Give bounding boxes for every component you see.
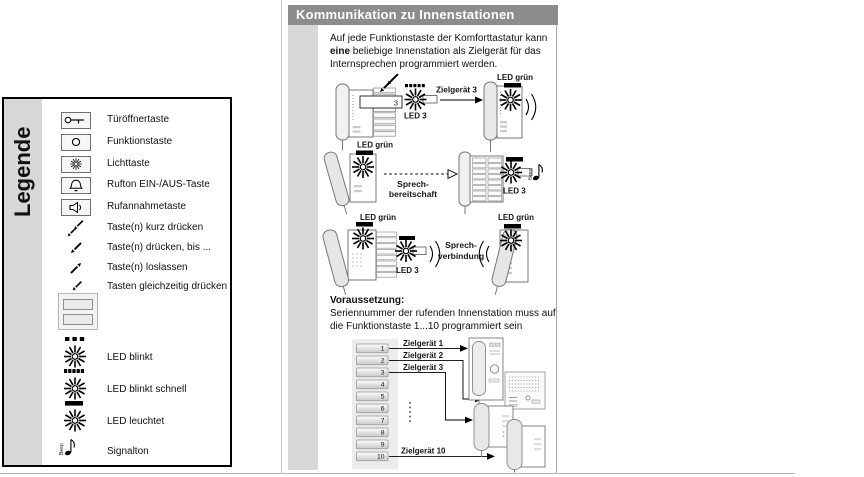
led-on-bar (356, 222, 373, 227)
target-label: Zielgerät 10 (401, 446, 446, 456)
page-divider-line (281, 0, 282, 473)
legend-title: Legende (10, 126, 35, 218)
legend-row (4, 219, 230, 237)
legend-row (4, 111, 230, 129)
target-label: Zielgerät 1 (403, 339, 444, 348)
led-on-bar (399, 236, 415, 240)
comfort-station (459, 152, 503, 214)
led-on-bar (356, 151, 373, 156)
target-device-10 (507, 420, 545, 473)
ringtone-key-icon (54, 176, 98, 194)
svg-text:4: 4 (380, 381, 385, 389)
state-label: bereitschaft (388, 189, 438, 199)
prerequisite-line: die Funktionstaste 1...10 programmiert sein (330, 321, 523, 332)
legend-label: Signalton (107, 446, 149, 457)
led-green-label: LED grün (357, 140, 393, 150)
prerequisite-line: Seriennummer der rufenden Innenstation muss auf (330, 308, 556, 319)
legend-row (4, 176, 230, 194)
led-green-label: LED grün (497, 73, 533, 82)
call-accept-key-icon (54, 198, 98, 216)
legend-label: Funktionstaste (107, 136, 173, 147)
press-short-icon (54, 219, 98, 237)
led-on-icon (63, 401, 91, 433)
legend-label: Lichttaste (107, 158, 150, 169)
state-label: verbindung (437, 251, 485, 261)
target-device-2-speaker (505, 372, 545, 409)
led-blink-icon (63, 337, 91, 369)
intro-line: Internsprechen programmiert werden. (330, 59, 498, 70)
ellipsis-dots (409, 402, 411, 422)
state-label: Sprech- (397, 179, 429, 189)
led-green-label: LED grün (360, 213, 396, 222)
section-header (288, 5, 558, 25)
legend-row (4, 259, 230, 277)
led-blink-fast-icon (63, 369, 91, 401)
arrowhead (487, 453, 495, 460)
legend-label: Taste(n) kurz drücken (107, 222, 204, 233)
led-sun-icon (395, 240, 417, 262)
indoor-station (484, 82, 522, 152)
led3-label: LED 3 (404, 111, 427, 121)
release-icon (54, 259, 98, 277)
mapping-diagram (352, 338, 545, 473)
led-on-bar (504, 83, 521, 88)
legend-row (4, 133, 230, 151)
target-device-1 (469, 338, 503, 407)
legend-row (4, 239, 230, 257)
section-title: Kommunikation zu Innenstationen (296, 7, 515, 22)
legend-label: LED blinkt schnell (107, 384, 187, 395)
svg-text:6: 6 (380, 405, 385, 413)
section-side-strip (288, 25, 318, 470)
diagrams-canvas (320, 70, 558, 473)
arrowhead (460, 345, 468, 352)
legend-label: Rufannahmetaste (107, 201, 186, 212)
ready-arrow (384, 170, 457, 179)
legend-panel (2, 97, 232, 467)
legend-row (4, 155, 230, 173)
legend-row (4, 443, 230, 461)
indoor-station-lifted (489, 228, 528, 296)
intro-paragraph (330, 32, 558, 71)
intro-line: Auf jede Funktionstaste der Komforttastatur kann (330, 33, 548, 44)
press-until-icon (54, 239, 98, 257)
svg-text:9: 9 (380, 441, 385, 449)
legend-row (4, 381, 230, 399)
legend-label: Rufton EIN-/AUS-Taste (107, 179, 210, 190)
pressed-key-3 (360, 96, 402, 108)
svg-text:2: 2 (380, 357, 385, 365)
svg-text:5: 5 (380, 393, 385, 401)
door-opener-key-icon (54, 111, 98, 129)
target-label: Zielgerät 3 (436, 85, 477, 95)
comfort-station-lifted (322, 228, 397, 296)
led3-label: LED 3 (396, 266, 419, 275)
svg-text:3: 3 (380, 369, 385, 377)
legend-row (4, 349, 230, 367)
svg-text:7: 7 (380, 417, 385, 425)
diagram-speech-ready (323, 141, 543, 216)
legend-row (4, 413, 230, 431)
svg-text:10: 10 (376, 453, 385, 461)
prerequisite-title: Voraussetzung: (330, 295, 405, 306)
legend-row (4, 278, 230, 296)
intro-line: eine beliebige Innenstation als Zielgerät für das (330, 46, 541, 57)
arrowhead (465, 417, 473, 424)
target-arrow (440, 96, 483, 103)
svg-text:3: 3 (393, 98, 398, 108)
legend-label: LED blinkt (107, 352, 153, 363)
svg-text:8: 8 (380, 429, 385, 437)
beep-note-icon (57, 432, 81, 460)
target-label: Zielgerät 2 (403, 351, 444, 360)
legend-label: Taste(n) drücken, bis ... (107, 242, 211, 253)
legend-label: Türöffnertaste (107, 114, 170, 125)
light-key-icon (54, 155, 98, 173)
svg-text:1: 1 (380, 345, 385, 353)
sound-waves-icon (526, 94, 536, 120)
beep-label: Beep (528, 168, 534, 180)
diagram-speech-connection (322, 213, 535, 297)
svg-text:Beep: Beep (59, 443, 65, 455)
led-blink-fast-icon (405, 84, 438, 111)
legend-label: Taste(n) loslassen (107, 262, 188, 273)
legend-row (4, 198, 230, 216)
led3-label: LED 3 (503, 186, 526, 196)
state-label: Sprech- (445, 240, 477, 250)
led-green-label: LED grün (498, 213, 534, 222)
target-label: Zielgerät 3 (403, 363, 444, 372)
function-key-icon (54, 133, 98, 151)
beep-note-icon (532, 165, 542, 182)
legend-label: Tasten gleichzeitig drücken (107, 281, 228, 292)
dual-keys-icon (58, 293, 98, 330)
legend-label: LED leuchtet (107, 416, 165, 427)
indoor-station-lifted (323, 151, 376, 216)
led-on-bar (504, 224, 521, 229)
led-on-bar (506, 157, 523, 162)
page-bottom-line (0, 473, 795, 474)
